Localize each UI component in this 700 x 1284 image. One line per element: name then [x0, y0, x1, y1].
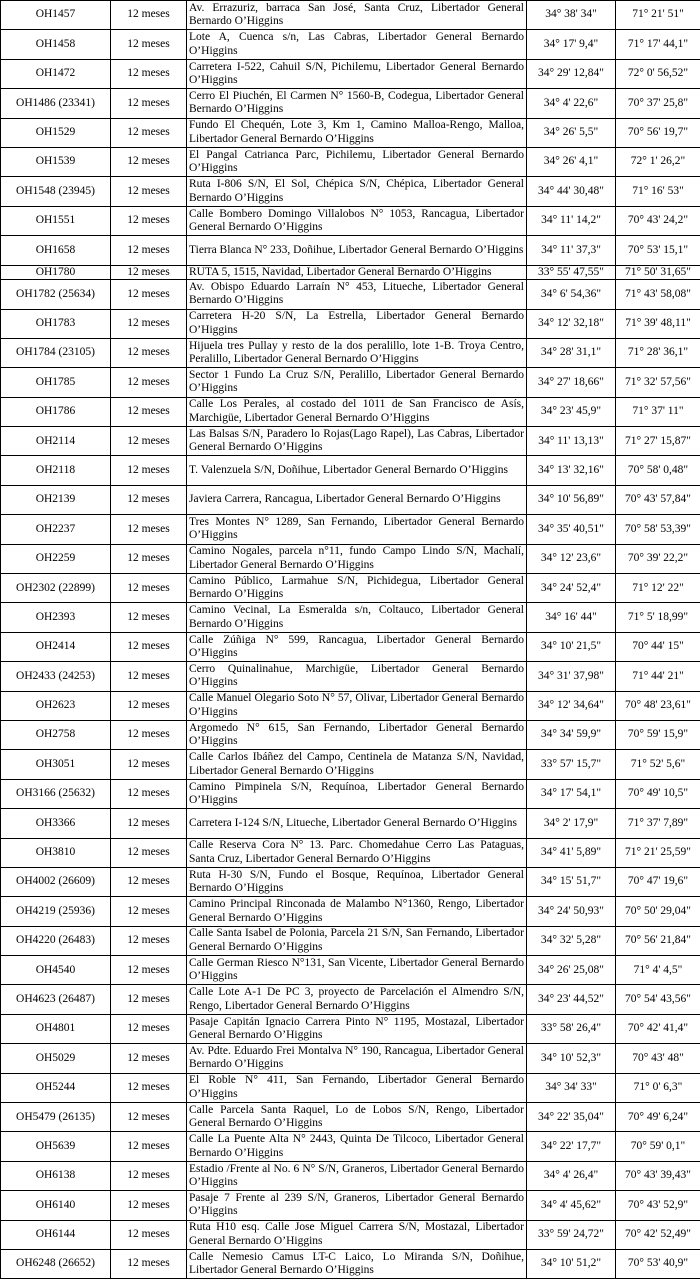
site-code-cell: OH5029 [1, 1044, 111, 1073]
table-row [1, 1220, 700, 1249]
latitude-cell: 34° 24' 52,4" [527, 574, 616, 603]
site-code-cell: OH6248 (26652) [1, 1250, 111, 1279]
site-code-cell: OH2118 [1, 456, 111, 485]
address-cell: El Pangal Catrianca Parc, Pichilemu, Libertador General Bernardo O’Higgins [187, 147, 527, 176]
longitude-cell: 71° 32' 57,56" [616, 368, 700, 397]
duration-cell: 12 meses [111, 1073, 187, 1102]
site-code-cell: OH1551 [1, 206, 111, 235]
site-code-cell: OH4220 (26483) [1, 926, 111, 955]
duration-cell: 12 meses [111, 926, 187, 955]
duration-cell: 12 meses [111, 662, 187, 691]
longitude-cell: 70° 43' 39,43" [616, 1161, 700, 1190]
duration-cell: 12 meses [111, 1220, 187, 1249]
site-code-cell: OH1782 (25634) [1, 280, 111, 309]
table-row [1, 368, 700, 397]
duration-cell: 12 meses [111, 338, 187, 367]
duration-cell: 12 meses [111, 427, 187, 456]
latitude-cell: 34° 31' 37,98" [527, 662, 616, 691]
table-row [1, 779, 700, 808]
latitude-cell: 34° 4' 26,4" [527, 1161, 616, 1190]
table-row [1, 59, 700, 88]
latitude-cell: 34° 6' 54,36" [527, 280, 616, 309]
longitude-cell: 71° 50' 31,65" [616, 265, 700, 280]
duration-cell: 12 meses [111, 809, 187, 838]
duration-cell: 12 meses [111, 397, 187, 426]
site-code-cell: OH4623 (26487) [1, 985, 111, 1014]
table-row [1, 485, 700, 514]
address-cell: Ruta H-30 S/N, Fundo el Bosque, Requínoa, Libertador General Bernardo O’Higgins [187, 867, 527, 896]
site-code-cell: OH5244 [1, 1073, 111, 1102]
longitude-cell: 70° 54' 43,56" [616, 985, 700, 1014]
duration-cell: 12 meses [111, 632, 187, 661]
address-cell: Calle German Riesco N°131, San Vicente, Libertador General Bernardo O’Higgins [187, 956, 527, 985]
site-code-cell: OH4219 (25936) [1, 897, 111, 926]
address-cell: Calle Bombero Domingo Villalobos N° 1053, Rancagua, Libertador General Bernardo O’Higgins [187, 206, 527, 235]
site-code-cell: OH3810 [1, 838, 111, 867]
table-row [1, 515, 700, 544]
table-row [1, 427, 700, 456]
table-row [1, 1044, 700, 1073]
site-code-cell: OH1658 [1, 236, 111, 265]
longitude-cell: 71° 37' 11" [616, 397, 700, 426]
table-row [1, 1, 700, 30]
latitude-cell: 33° 57' 15,7" [527, 750, 616, 779]
latitude-cell: 34° 17' 54,1" [527, 779, 616, 808]
latitude-cell: 34° 26' 25,08" [527, 956, 616, 985]
longitude-cell: 70° 53' 40,9" [616, 1250, 700, 1279]
duration-cell: 12 meses [111, 779, 187, 808]
longitude-cell: 71° 5' 18,99" [616, 603, 700, 632]
longitude-cell: 71° 0' 6,3" [616, 1073, 700, 1102]
latitude-cell: 33° 58' 26,4" [527, 1014, 616, 1043]
longitude-cell: 72° 1' 26,2" [616, 147, 700, 176]
duration-cell: 12 meses [111, 838, 187, 867]
longitude-cell: 70° 43' 48" [616, 1044, 700, 1073]
address-cell: Calle Lote A-1 De PC 3, proyecto de Parcelación el Almendro S/N, Rengo, Libertador General Bernardo O’Higgins [187, 985, 527, 1014]
site-code-cell: OH1786 [1, 397, 111, 426]
latitude-cell: 34° 10' 21,5" [527, 632, 616, 661]
duration-cell: 12 meses [111, 985, 187, 1014]
longitude-cell: 71° 43' 58,08" [616, 280, 700, 309]
table-row [1, 206, 700, 235]
latitude-cell: 33° 55' 47,55" [527, 265, 616, 280]
table-row [1, 926, 700, 955]
site-code-cell: OH1548 (23945) [1, 177, 111, 206]
latitude-cell: 34° 11' 37,3" [527, 236, 616, 265]
address-cell: T. Valenzuela S/N, Doñihue, Libertador General Bernardo O’Higgins [187, 456, 527, 485]
site-code-cell: OH2623 [1, 691, 111, 720]
duration-cell: 12 meses [111, 1044, 187, 1073]
site-code-cell: OH2393 [1, 603, 111, 632]
table-row [1, 985, 700, 1014]
address-cell: Tres Montes N° 1289, San Fernando, Libertador General Bernardo O’Higgins [187, 515, 527, 544]
site-code-cell: OH3051 [1, 750, 111, 779]
table-row [1, 897, 700, 926]
latitude-cell: 34° 13' 32,16" [527, 456, 616, 485]
table-row [1, 397, 700, 426]
longitude-cell: 70° 50' 29,04" [616, 897, 700, 926]
site-code-cell: OH6140 [1, 1191, 111, 1220]
longitude-cell: 71° 27' 15,87" [616, 427, 700, 456]
longitude-cell: 71° 44' 21" [616, 662, 700, 691]
address-cell: Ruta H10 esq. Calle Jose Miguel Carrera S/N, Mostazal, Libertador General Bernardo O’Higgins [187, 1220, 527, 1249]
longitude-cell: 70° 39' 22,2" [616, 544, 700, 573]
table-row [1, 867, 700, 896]
table-row [1, 809, 700, 838]
table-row [1, 662, 700, 691]
longitude-cell: 71° 17' 44,1" [616, 30, 700, 59]
latitude-cell: 34° 11' 14,2" [527, 206, 616, 235]
site-code-cell: OH1539 [1, 147, 111, 176]
table-row [1, 456, 700, 485]
site-code-cell: OH6138 [1, 1161, 111, 1190]
address-cell: Tierra Blanca N° 233, Doñihue, Libertador General Bernardo O’Higgins [187, 236, 527, 265]
latitude-cell: 34° 12' 34,64" [527, 691, 616, 720]
longitude-cell: 71° 16' 53" [616, 177, 700, 206]
table-row [1, 338, 700, 367]
duration-cell: 12 meses [111, 515, 187, 544]
address-cell: Calle La Puente Alta N° 2443, Quinta De Tilcoco, Libertador General Bernardo O’Higgins [187, 1132, 527, 1161]
site-code-cell: OH1785 [1, 368, 111, 397]
table-row [1, 1161, 700, 1190]
longitude-cell: 71° 21' 25,59" [616, 838, 700, 867]
address-cell: Lote A, Cuenca s/n, Las Cabras, Libertador General Bernardo O’Higgins [187, 30, 527, 59]
site-code-cell: OH1472 [1, 59, 111, 88]
table-row [1, 1073, 700, 1102]
site-code-cell: OH2433 (24253) [1, 662, 111, 691]
site-code-cell: OH2114 [1, 427, 111, 456]
site-code-cell: OH2237 [1, 515, 111, 544]
longitude-cell: 70° 42' 41,4" [616, 1014, 700, 1043]
duration-cell: 12 meses [111, 897, 187, 926]
latitude-cell: 34° 44' 30,48" [527, 177, 616, 206]
table-row [1, 265, 700, 280]
address-cell: Av. Errazuriz, barraca San José, Santa Cruz, Libertador General Bernardo O’Higgins [187, 1, 527, 30]
latitude-cell: 34° 17' 9,4" [527, 30, 616, 59]
address-cell: El Roble N° 411, San Fernando, Libertador General Bernardo O’Higgins [187, 1073, 527, 1102]
longitude-cell: 70° 58' 53,39" [616, 515, 700, 544]
site-code-cell: OH4540 [1, 956, 111, 985]
longitude-cell: 70° 56' 19,7" [616, 118, 700, 147]
longitude-cell: 70° 43' 24,2" [616, 206, 700, 235]
address-cell: Javiera Carrera, Rancagua, Libertador General Bernardo O’Higgins [187, 485, 527, 514]
table-row [1, 280, 700, 309]
address-cell: Camino Nogales, parcela n°11, fundo Campo Lindo S/N, Machalí, Libertador General Bernardo O’Higgins [187, 544, 527, 573]
duration-cell: 12 meses [111, 485, 187, 514]
address-cell: Carretera H-20 S/N, La Estrella, Libertador General Bernardo O’Higgins [187, 309, 527, 338]
latitude-cell: 34° 23' 44,52" [527, 985, 616, 1014]
duration-cell: 12 meses [111, 574, 187, 603]
site-code-cell: OH2758 [1, 720, 111, 749]
table-row [1, 89, 700, 118]
latitude-cell: 34° 12' 32,18" [527, 309, 616, 338]
duration-cell: 12 meses [111, 1191, 187, 1220]
table-row [1, 956, 700, 985]
table-row [1, 838, 700, 867]
address-cell: Calle Santa Isabel de Polonia, Parcela 21 S/N, San Fernando, Libertador General Bernardo O’Higgins [187, 926, 527, 955]
longitude-cell: 71° 12' 22" [616, 574, 700, 603]
latitude-cell: 34° 24' 50,93" [527, 897, 616, 926]
duration-cell: 12 meses [111, 265, 187, 280]
longitude-cell: 70° 56' 21,84" [616, 926, 700, 955]
latitude-cell: 34° 26' 5,5" [527, 118, 616, 147]
longitude-cell: 70° 37' 25,8" [616, 89, 700, 118]
latitude-cell: 34° 28' 31,1" [527, 338, 616, 367]
longitude-cell: 70° 59' 0,1" [616, 1132, 700, 1161]
table-row [1, 177, 700, 206]
address-cell: Av. Obispo Eduardo Larraín N° 453, Litueche, Libertador General Bernardo O’Higgins [187, 280, 527, 309]
duration-cell: 12 meses [111, 1, 187, 30]
longitude-cell: 70° 43' 57,84" [616, 485, 700, 514]
duration-cell: 12 meses [111, 30, 187, 59]
address-cell: Calle Carlos Ibáñez del Campo, Centinela de Matanza S/N, Navidad, Libertador General Bernardo O’Higgins [187, 750, 527, 779]
table-row [1, 309, 700, 338]
table-row [1, 147, 700, 176]
duration-cell: 12 meses [111, 867, 187, 896]
duration-cell: 12 meses [111, 368, 187, 397]
duration-cell: 12 meses [111, 456, 187, 485]
table-row [1, 1103, 700, 1132]
address-cell: Argomedo N° 615, San Fernando, Libertador General Bernardo O’Higgins [187, 720, 527, 749]
duration-cell: 12 meses [111, 956, 187, 985]
duration-cell: 12 meses [111, 118, 187, 147]
site-code-cell: OH1780 [1, 265, 111, 280]
table-row [1, 603, 700, 632]
address-cell: Calle Los Perales, al costado del 1011 de San Francisco de Asís, Marchigüe, Libertador General Bernardo O’Higgins [187, 397, 527, 426]
address-cell: Camino Vecinal, La Esmeralda s/n, Coltauco, Libertador General Bernardo O’Higgins [187, 603, 527, 632]
longitude-cell: 71° 4' 4,5" [616, 956, 700, 985]
address-cell: Av. Pdte. Eduardo Frei Montalva N° 190, Rancagua, Libertador General Bernardo O’Higgins [187, 1044, 527, 1073]
latitude-cell: 34° 27' 18,66" [527, 368, 616, 397]
latitude-cell: 33° 59' 24,72" [527, 1220, 616, 1249]
table-row [1, 720, 700, 749]
site-code-cell: OH5479 (26135) [1, 1103, 111, 1132]
address-cell: Calle Parcela Santa Raquel, Lo de Lobos S/N, Rengo, Libertador General Bernardo O’Higgins [187, 1103, 527, 1132]
duration-cell: 12 meses [111, 309, 187, 338]
latitude-cell: 34° 22' 17,7" [527, 1132, 616, 1161]
site-code-cell: OH3366 [1, 809, 111, 838]
table-row [1, 574, 700, 603]
duration-cell: 12 meses [111, 1103, 187, 1132]
duration-cell: 12 meses [111, 544, 187, 573]
longitude-cell: 71° 37' 7,89" [616, 809, 700, 838]
site-code-cell: OH1458 [1, 30, 111, 59]
table-row [1, 1250, 700, 1279]
duration-cell: 12 meses [111, 720, 187, 749]
latitude-cell: 34° 12' 23,6" [527, 544, 616, 573]
table-row [1, 1132, 700, 1161]
duration-cell: 12 meses [111, 59, 187, 88]
longitude-cell: 70° 43' 52,9" [616, 1191, 700, 1220]
duration-cell: 12 meses [111, 603, 187, 632]
latitude-cell: 34° 32' 5,28" [527, 926, 616, 955]
latitude-cell: 34° 26' 4,1" [527, 147, 616, 176]
address-cell: Carretera I-124 S/N, Litueche, Libertador General Bernardo O’Higgins [187, 809, 527, 838]
table-row [1, 1014, 700, 1043]
latitude-cell: 34° 29' 12,84" [527, 59, 616, 88]
longitude-cell: 70° 59' 15,9" [616, 720, 700, 749]
duration-cell: 12 meses [111, 89, 187, 118]
address-cell: Calle Nemesio Camus LT-C Laico, Lo Miranda S/N, Doñihue, Libertador General Bernardo O’Higgins [187, 1250, 527, 1279]
longitude-cell: 70° 58' 0,48" [616, 456, 700, 485]
duration-cell: 12 meses [111, 280, 187, 309]
latitude-cell: 34° 2' 17,9" [527, 809, 616, 838]
address-cell: Carretera I-522, Cahuil S/N, Pichilemu, Libertador General Bernardo O’Higgins [187, 59, 527, 88]
latitude-cell: 34° 34' 33" [527, 1073, 616, 1102]
site-code-cell: OH6144 [1, 1220, 111, 1249]
latitude-cell: 34° 10' 52,3" [527, 1044, 616, 1073]
table-row [1, 236, 700, 265]
address-cell: Calle Manuel Olegario Soto N° 57, Olivar, Libertador General Bernardo O’Higgins [187, 691, 527, 720]
address-cell: Ruta I-806 S/N, El Sol, Chépica S/N, Chépica, Libertador General Bernardo O’Higgins [187, 177, 527, 206]
address-cell: RUTA 5, 1515, Navidad, Libertador General Bernardo O’Higgins [187, 265, 527, 280]
duration-cell: 12 meses [111, 1250, 187, 1279]
duration-cell: 12 meses [111, 691, 187, 720]
address-cell: Camino Principal Rinconada de Malambo N°1360, Rengo, Libertador General Bernardo O’Higgins [187, 897, 527, 926]
duration-cell: 12 meses [111, 1132, 187, 1161]
site-code-cell: OH4002 (26609) [1, 867, 111, 896]
address-cell: Fundo El Chequén, Lote 3, Km 1, Camino Malloa-Rengo, Malloa, Libertador General Bernardo O’Higgins [187, 118, 527, 147]
table-row [1, 544, 700, 573]
duration-cell: 12 meses [111, 236, 187, 265]
duration-cell: 12 meses [111, 750, 187, 779]
latitude-cell: 34° 4' 45,62" [527, 1191, 616, 1220]
address-cell: Sector 1 Fundo La Cruz S/N, Peralillo, Libertador General Bernardo O’Higgins [187, 368, 527, 397]
longitude-cell: 71° 21' 51" [616, 1, 700, 30]
latitude-cell: 34° 10' 56,89" [527, 485, 616, 514]
address-cell: Cerro Quinalinahue, Marchigüe, Libertador General Bernardo O’Higgins [187, 662, 527, 691]
longitude-cell: 70° 44' 15" [616, 632, 700, 661]
longitude-cell: 70° 49' 10,5" [616, 779, 700, 808]
address-cell: Camino Público, Larmahue S/N, Pichidegua, Libertador General Bernardo O’Higgins [187, 574, 527, 603]
address-cell: Calle Zúñiga N° 599, Rancagua, Libertador General Bernardo O’Higgins [187, 632, 527, 661]
latitude-cell: 34° 35' 40,51" [527, 515, 616, 544]
duration-cell: 12 meses [111, 1161, 187, 1190]
site-code-cell: OH2259 [1, 544, 111, 573]
site-code-cell: OH2414 [1, 632, 111, 661]
latitude-cell: 34° 4' 22,6" [527, 89, 616, 118]
address-cell: Pasaje 7 Frente al 239 S/N, Graneros, Libertador General Bernardo O’Higgins [187, 1191, 527, 1220]
latitude-cell: 34° 15' 51,7" [527, 867, 616, 896]
duration-cell: 12 meses [111, 1014, 187, 1043]
longitude-cell: 70° 49' 6,24" [616, 1103, 700, 1132]
longitude-cell: 70° 48' 23,61" [616, 691, 700, 720]
table-row [1, 118, 700, 147]
address-cell: Cerro El Piuchén, El Carmen N° 1560-B, Codegua, Libertador General Bernardo O’Higgins [187, 89, 527, 118]
site-code-cell: OH1457 [1, 1, 111, 30]
latitude-cell: 34° 22' 35,04" [527, 1103, 616, 1132]
latitude-cell: 34° 34' 59,9" [527, 720, 616, 749]
address-cell: Pasaje Capitán Ignacio Carrera Pinto N° 1195, Mostazal, Libertador General Bernardo O’Higgins [187, 1014, 527, 1043]
longitude-cell: 71° 28' 36,1" [616, 338, 700, 367]
site-code-cell: OH2302 (22899) [1, 574, 111, 603]
address-cell: Camino Pimpinela S/N, Requínoa, Libertador General Bernardo O’Higgins [187, 779, 527, 808]
longitude-cell: 71° 39' 48,11" [616, 309, 700, 338]
table-body [1, 1, 700, 1279]
latitude-cell: 34° 10' 51,2" [527, 1250, 616, 1279]
longitude-cell: 70° 53' 15,1" [616, 236, 700, 265]
site-code-cell: OH5639 [1, 1132, 111, 1161]
site-code-cell: OH1783 [1, 309, 111, 338]
table-row [1, 750, 700, 779]
longitude-cell: 70° 42' 52,49" [616, 1220, 700, 1249]
site-code-cell: OH1784 (23105) [1, 338, 111, 367]
address-cell: Las Balsas S/N, Paradero lo Rojas(Lago Rapel), Las Cabras, Libertador General Bernardo O’Higgins [187, 427, 527, 456]
duration-cell: 12 meses [111, 177, 187, 206]
table-row [1, 30, 700, 59]
longitude-cell: 70° 47' 19,6" [616, 867, 700, 896]
table-row [1, 691, 700, 720]
latitude-cell: 34° 38' 34" [527, 1, 616, 30]
address-cell: Estadio /Frente al No. 6 N° S/N, Graneros, Libertador General Bernardo O’Higgins [187, 1161, 527, 1190]
longitude-cell: 72° 0' 56,52" [616, 59, 700, 88]
table-row [1, 1191, 700, 1220]
latitude-cell: 34° 16' 44" [527, 603, 616, 632]
site-code-cell: OH1486 (23341) [1, 89, 111, 118]
latitude-cell: 34° 41' 5,89" [527, 838, 616, 867]
site-code-cell: OH3166 (25632) [1, 779, 111, 808]
site-code-cell: OH2139 [1, 485, 111, 514]
site-code-cell: OH4801 [1, 1014, 111, 1043]
site-code-cell: OH1529 [1, 118, 111, 147]
address-cell: Calle Reserva Cora N° 13. Parc. Chomedahue Cerro Las Pataguas, Santa Cruz, Libertador General Bernardo O’Higgins [187, 838, 527, 867]
longitude-cell: 71° 52' 5,6" [616, 750, 700, 779]
duration-cell: 12 meses [111, 147, 187, 176]
address-cell: Hijuela tres Pullay y resto de la dos peralillo, lote 1-B. Troya Centro, Peralillo, Libertador General Bernardo O’Higgins [187, 338, 527, 367]
duration-cell: 12 meses [111, 206, 187, 235]
table-row [1, 632, 700, 661]
latitude-cell: 34° 11' 13,13" [527, 427, 616, 456]
latitude-cell: 34° 23' 45,9" [527, 397, 616, 426]
